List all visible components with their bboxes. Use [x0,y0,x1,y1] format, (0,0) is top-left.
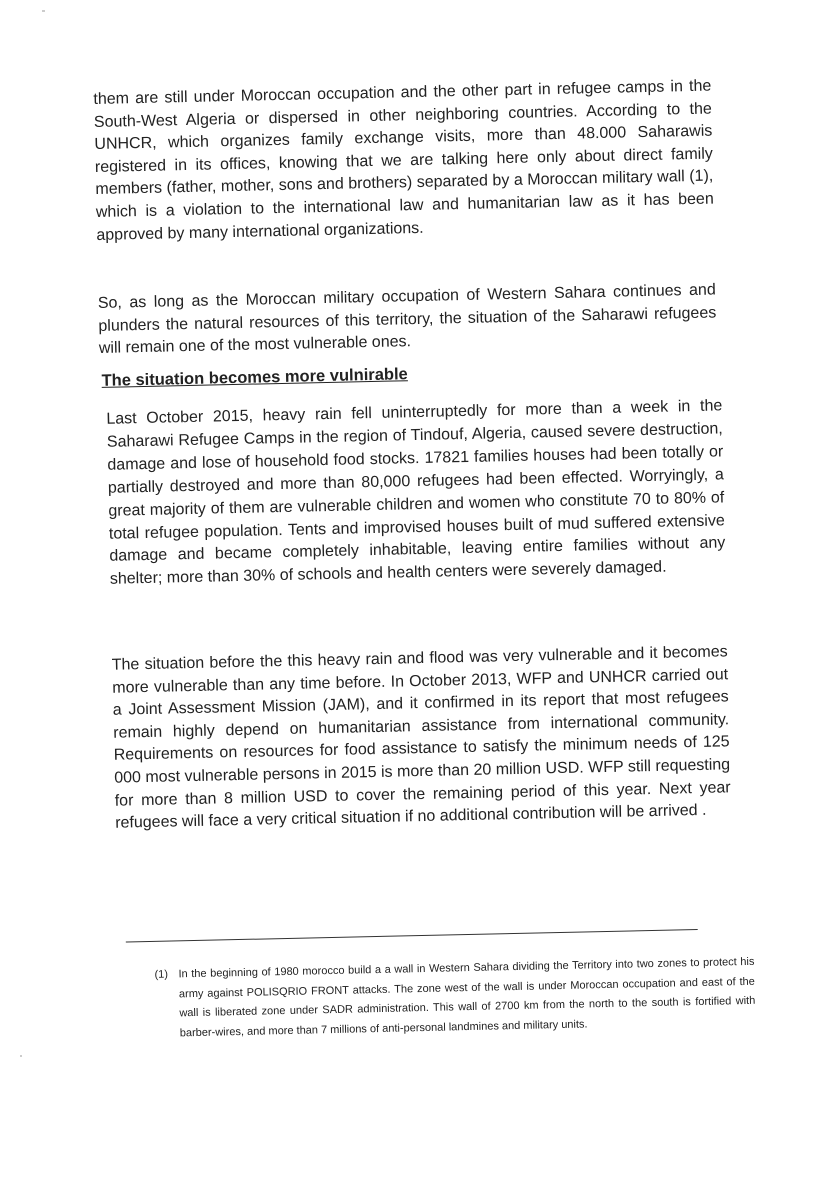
footnote-text: In the beginning of 1980 morocco build a a wall in Western Sahara dividing the Territory into two zones to protect his army against POLISQRIO FRONT attacks. The zone west of the wall is under Moroccan occupation and east of the wall is liberated zone under SADR administration. This wall of 2700 km from the north to the south is fortified with barber-wires, and more than 7 millions of anti-personal landmines and military units. [178,955,756,1039]
footnote-marker: (1) [154,968,169,981]
scan-speck [20,1055,22,1057]
body-paragraph: them are still under Moroccan occupation and the other part in refugee camps in the South-West Algeria or dispersed in other neighboring countries. According to the UNHCR, which organizes family exchange visits, more than 48.000 Saharawis registered in its offices, knowing that we are talking here only about direct family members (father, mother, sons and brothers) separated by a Moroccan military wall (1), which is a violation to the international law and humanitarian law as it has been approved by many international organizations. [93,77,714,244]
section-heading: The situation becomes more vulnirable [101,365,408,390]
body-paragraph: The situation before the this heavy rain and flood was very vulnerable and it becomes more vulnerable than any time before. In October 2013, WFP and UNHCR carried out a Joint Assessment Mission (JAM), and it confirmed in its report that most refugees remain highly depend on humanitarian assistance from international community. Requirements on resources for food assistance to satisfy the minimum needs of 125 000 most vulnerable persons in 2015 is more than 20 million USD. WFP still requesting for more than 8 million USD to cover the remaining period of this year. Next year refugees will face a very critical situation if no additional contribution will be arrived . [111,643,731,832]
scan-speck [42,10,45,12]
body-paragraph: So, as long as the Moroccan military occupation of Western Sahara continues and plunders the natural resources of this territory, the situation of the Saharawi refugees will remain one of the most vulnerable ones. [97,281,717,358]
body-paragraph: Last October 2015, heavy rain fell uninterruptedly for more than a week in the Saharawi Refugee Camps in the region of Tindouf, Algeria, caused severe destruction, damage and lose of household food stocks. 17821 families houses had been totally or partially destroyed and more than 80,000 refugees had been effected. Worryingly, a great majority of them are vulnerable children and women who constitute 70 to 80% of total refugee population. Tents and improvised houses built of mud suffered extensive damage and became completely inhabitable, leaving entire families without any shelter; more than 30% of schools and health centers were severely damaged. [106,397,726,589]
footnote-separator [126,929,698,942]
footnote [154,953,756,1044]
